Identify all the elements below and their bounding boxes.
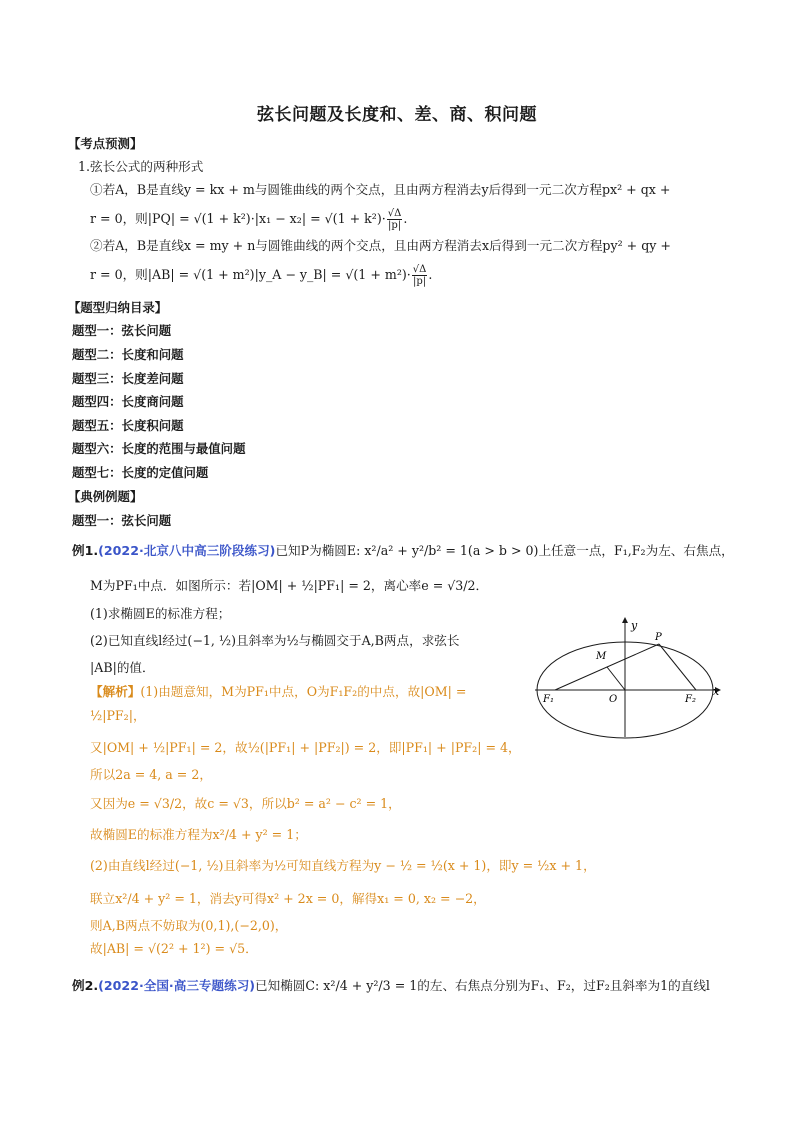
formula2-line2-text: r = 0，则|AB| = √(1 + m²)|y_A − y_B| = √(1 + m²)· [90, 267, 411, 282]
section-forecast: 【考点预测】 [68, 136, 143, 151]
ellipse-figure [535, 615, 725, 740]
formula2-line2: r = 0，则|AB| = √(1 + m²)|y_A − y_B| = √(1 + m²)· $\frac{√\Delta}{|p|}$ . [90, 264, 433, 287]
page-title: 弦长问题及长度和、差、商、积问题 [257, 105, 537, 125]
section-examples: 【典例例题】 [68, 489, 143, 504]
type1-heading: 题型一：弦长问题 [72, 513, 172, 528]
catalog-item: 题型七：长度的定值问题 [72, 465, 209, 480]
example1-q1: (1)求椭圆E的标准方程； [90, 606, 231, 621]
example2-line1 [72, 978, 710, 994]
example1-q2: (2)已知直线l经过(−1, ½)且斜率为½与椭圆交于A,B两点，求弦长 [90, 633, 460, 648]
label-o: O [609, 694, 618, 705]
example1-q2b: |AB|的值． [90, 660, 155, 675]
catalog-item: 题型六：长度的范围与最值问题 [72, 441, 246, 456]
example1-line2: M为PF₁中点．如图所示：若|OM| + ½|PF₁| = 2，离心率e = √3/2． [90, 578, 489, 593]
label-p: P [655, 632, 662, 643]
label-f1: F₁ [543, 694, 554, 705]
formula2-den: |p| [413, 276, 427, 287]
solution-line: 又|OM| + ½|PF₁| = 2，故½(|PF₁| + |PF₂|) = 2，即|PF₁| + |PF₂| = 4， [90, 740, 521, 755]
formula1-line2: r = 0，则|PQ| = √(1 + k²)·|x₁ − x₂| = √(1 + k²)· $\frac{√\Delta}{|p|}$ . [90, 208, 408, 231]
example1-line1 [72, 543, 734, 559]
example1-source: (2022·北京八中高三阶段练习) [98, 543, 276, 558]
solution-line: ½|PF₂|， [90, 708, 146, 723]
item1-heading: 1.弦长公式的两种形式 [78, 159, 204, 174]
section-catalog: 【题型归纳目录】 [68, 300, 168, 315]
example1-text: 已知P为椭圆E: x²/a² + y²/b² = 1(a > b > 0)上任意一点，F₁,F₂为左、右焦点， [275, 543, 734, 558]
formula1-den: |p| [387, 220, 402, 231]
segment-om [607, 667, 625, 690]
formula1-num: √Δ [387, 208, 402, 219]
formula2-num: √Δ [412, 264, 427, 275]
formula2-line1: ②若A，B是直线x = my + n与圆锥曲线的两个交点，且由两方程消去x后得到一元二次方程py² + qy + [90, 238, 671, 253]
solution-line [90, 684, 466, 700]
example1-label: 例1. [72, 543, 99, 558]
solution-label: 【解析】 [90, 684, 141, 699]
solution-line: 所以2a = 4, a = 2， [90, 767, 212, 782]
formula2-fraction [412, 264, 428, 287]
solution-line: 则A,B两点不妨取为(0,1),(−2,0)， [90, 918, 288, 933]
solution-line: 又因为e = √3/2，故c = √3，所以b² = a² − c² = 1， [90, 796, 401, 811]
label-x: x [713, 685, 720, 698]
solution-line: 故|AB| = √(2² + 1²) = √5． [90, 941, 258, 956]
solution-text: (1)由题意知，M为PF₁中点，O为F₁F₂的中点，故|OM| = [140, 684, 467, 699]
label-f2: F₂ [685, 694, 696, 705]
solution-line: 故椭圆E的标准方程为x²/4 + y² = 1； [90, 827, 307, 842]
formula1-line1: ①若A，B是直线y = kx + m与圆锥曲线的两个交点，且由两方程消去y后得到一元二次方程px² + qx + [90, 182, 671, 197]
example2-source: (2022·全国·高三专题练习) [98, 978, 256, 993]
catalog-item: 题型五：长度积问题 [72, 418, 184, 433]
catalog-item: 题型四：长度商问题 [72, 394, 184, 409]
y-axis-arrow [622, 617, 628, 623]
catalog-item: 题型一：弦长问题 [72, 323, 172, 338]
formula1-fraction [387, 208, 403, 231]
catalog-item: 题型二：长度和问题 [72, 347, 184, 362]
example2-text: 已知椭圆C: x²/4 + y²/3 = 1的左、右焦点分别为F₁、F₂，过F₂且斜率为1的直线l [255, 978, 710, 993]
example2-label: 例2. [72, 978, 99, 993]
catalog-item: 题型三：长度差问题 [72, 371, 184, 386]
label-m: M [596, 651, 607, 662]
solution-line: 联立x²/4 + y² = 1，消去y可得x² + 2x = 0，解得x₁ = 0, x₂ = −2， [90, 891, 486, 906]
label-y: y [631, 619, 638, 632]
formula1-line2-text: r = 0，则|PQ| = √(1 + k²)·|x₁ − x₂| = √(1 + k²)· [90, 211, 386, 226]
solution-line: (2)由直线l经过(−1, ½)且斜率为½可知直线方程为y − ½ = ½(x + 1)，即y = ½x + 1， [90, 858, 596, 873]
